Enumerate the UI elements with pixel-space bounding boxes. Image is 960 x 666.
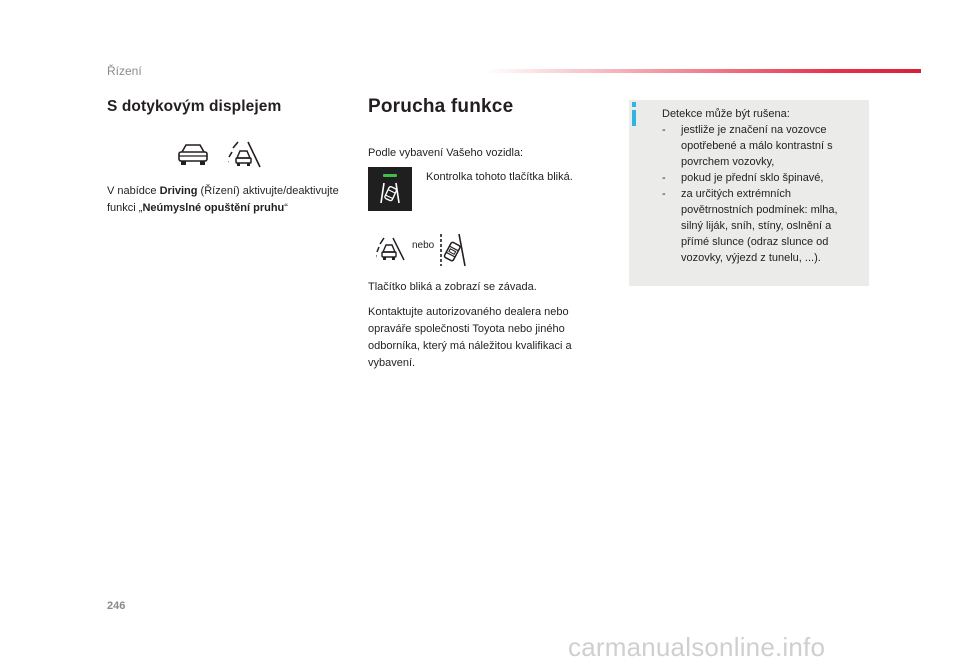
nebo-label: nebo [412, 240, 435, 251]
menu-name: Driving [159, 185, 198, 197]
info-icon [632, 110, 636, 126]
header-divider [485, 69, 921, 73]
error-text: Tlačítko bliká a zobrazí se závada. [368, 281, 537, 293]
blink-text: Kontrolka tohoto tlačítka bliká. [426, 171, 573, 183]
lane-warning-icon [376, 236, 406, 262]
lane-departure-icon [228, 140, 262, 170]
left-paragraph-prefix: V nabídce [107, 185, 160, 197]
function-name: Neúmyslné opuštění pruhu [142, 202, 285, 214]
left-paragraph-suffix: “ [284, 202, 288, 214]
left-paragraph-middle: (Řízení) aktivujte/deaktivujte funkci „ [107, 185, 339, 214]
contact-text: Kontaktujte autorizovaného dealera nebo opraváře společnosti Toyota nebo jiného odborníka, který má náležitou kvalifikaci a vybavení. [368, 306, 572, 369]
list-item: - za určitých extrémních povětrnostních podmínek: mlha, silný liják, sníh, stíny, oslnění a přímé slunce (odraz slunce od vozovky, výjezd z tunelu, ...). [662, 186, 862, 266]
middle-heading: Porucha funkce [368, 96, 514, 117]
lane-keep-outline-icon [437, 232, 467, 268]
section-label: Řízení [107, 64, 142, 78]
left-paragraph [107, 183, 357, 217]
info-icon-dot [632, 102, 636, 107]
lane-keep-button-icon [368, 167, 412, 211]
page-number: 246 [107, 600, 126, 612]
list-item: - pokud je přední sklo špinavé, [662, 170, 862, 186]
list-item: - jestliže je značení na vozovce opotřebené a málo kontrastní s povrchem vozovky, [662, 122, 862, 170]
info-title: Detekce může být rušena: [662, 108, 790, 120]
left-heading: S dotykovým displejem [107, 98, 282, 115]
middle-intro: Podle vybavení Vašeho vozidla: [368, 147, 524, 159]
watermark: carmanualsonline.info [568, 632, 826, 662]
car-front-icon [176, 142, 210, 168]
info-list [662, 122, 862, 266]
